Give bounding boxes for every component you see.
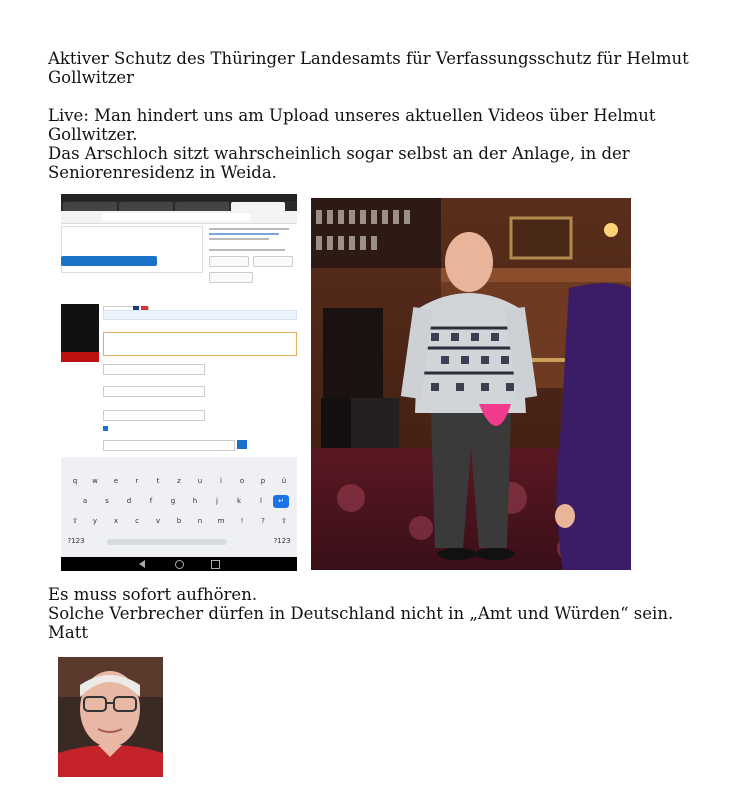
upload-progress	[61, 352, 99, 362]
headline: Aktiver Schutz des Thüringer Landesamts für Verfassungsschutz für Helmut Gollwitzer	[48, 49, 689, 87]
link-field	[103, 440, 235, 451]
google-drive-button	[253, 256, 293, 267]
tab-2	[119, 202, 173, 211]
tab-3	[175, 202, 229, 211]
dropbox-button	[209, 256, 249, 267]
portrait-illustration	[58, 657, 163, 777]
other-upload-methods	[207, 224, 295, 294]
url-box	[101, 213, 251, 221]
keyboard: q w e r t z u i o p ü a s d f g h j k l ↵ ⇧ y x c v b n m ! ? ⇧ ?123 ?123	[61, 457, 297, 557]
home-icon	[175, 560, 184, 569]
android-navbar	[61, 557, 297, 571]
license-select	[103, 410, 205, 421]
tab-1	[63, 202, 117, 211]
signature: Matt	[48, 623, 88, 642]
title-input	[103, 310, 297, 320]
photo-man-in-restaurant	[311, 198, 631, 570]
privacy-select	[103, 364, 205, 375]
restaurant-photo-illustration	[311, 198, 631, 570]
preview-checkbox	[103, 426, 108, 431]
demand-text: Es muss sofort aufhören.	[48, 585, 258, 604]
browser-tabs	[61, 201, 297, 211]
accusation-text: Das Arschloch sitzt wahrscheinlich sogar selbst an der Anlage, in der Seniorenresidenz in Weida.	[48, 144, 630, 182]
status-bar	[61, 194, 297, 201]
author-portrait	[58, 657, 163, 777]
live-note: Live: Man hindert uns am Upload unseres aktuellen Videos über Helmut Gollwitzer.	[48, 106, 656, 144]
phone-screenshot	[61, 194, 297, 571]
criminals-text: Solche Verbrecher dürfen in Deutschland nicht in „Amt und Würden“ sein.	[48, 604, 674, 623]
space-key	[107, 539, 227, 545]
more-button	[209, 272, 253, 283]
tab-4	[231, 202, 285, 211]
closing-text	[48, 585, 728, 642]
recents-icon	[211, 560, 220, 569]
description-field	[103, 332, 297, 356]
intro-text	[48, 106, 728, 182]
upload-button	[61, 256, 157, 266]
address-bar	[61, 211, 297, 224]
copy-button	[237, 440, 247, 449]
language-select	[103, 386, 205, 397]
back-icon	[139, 560, 145, 568]
